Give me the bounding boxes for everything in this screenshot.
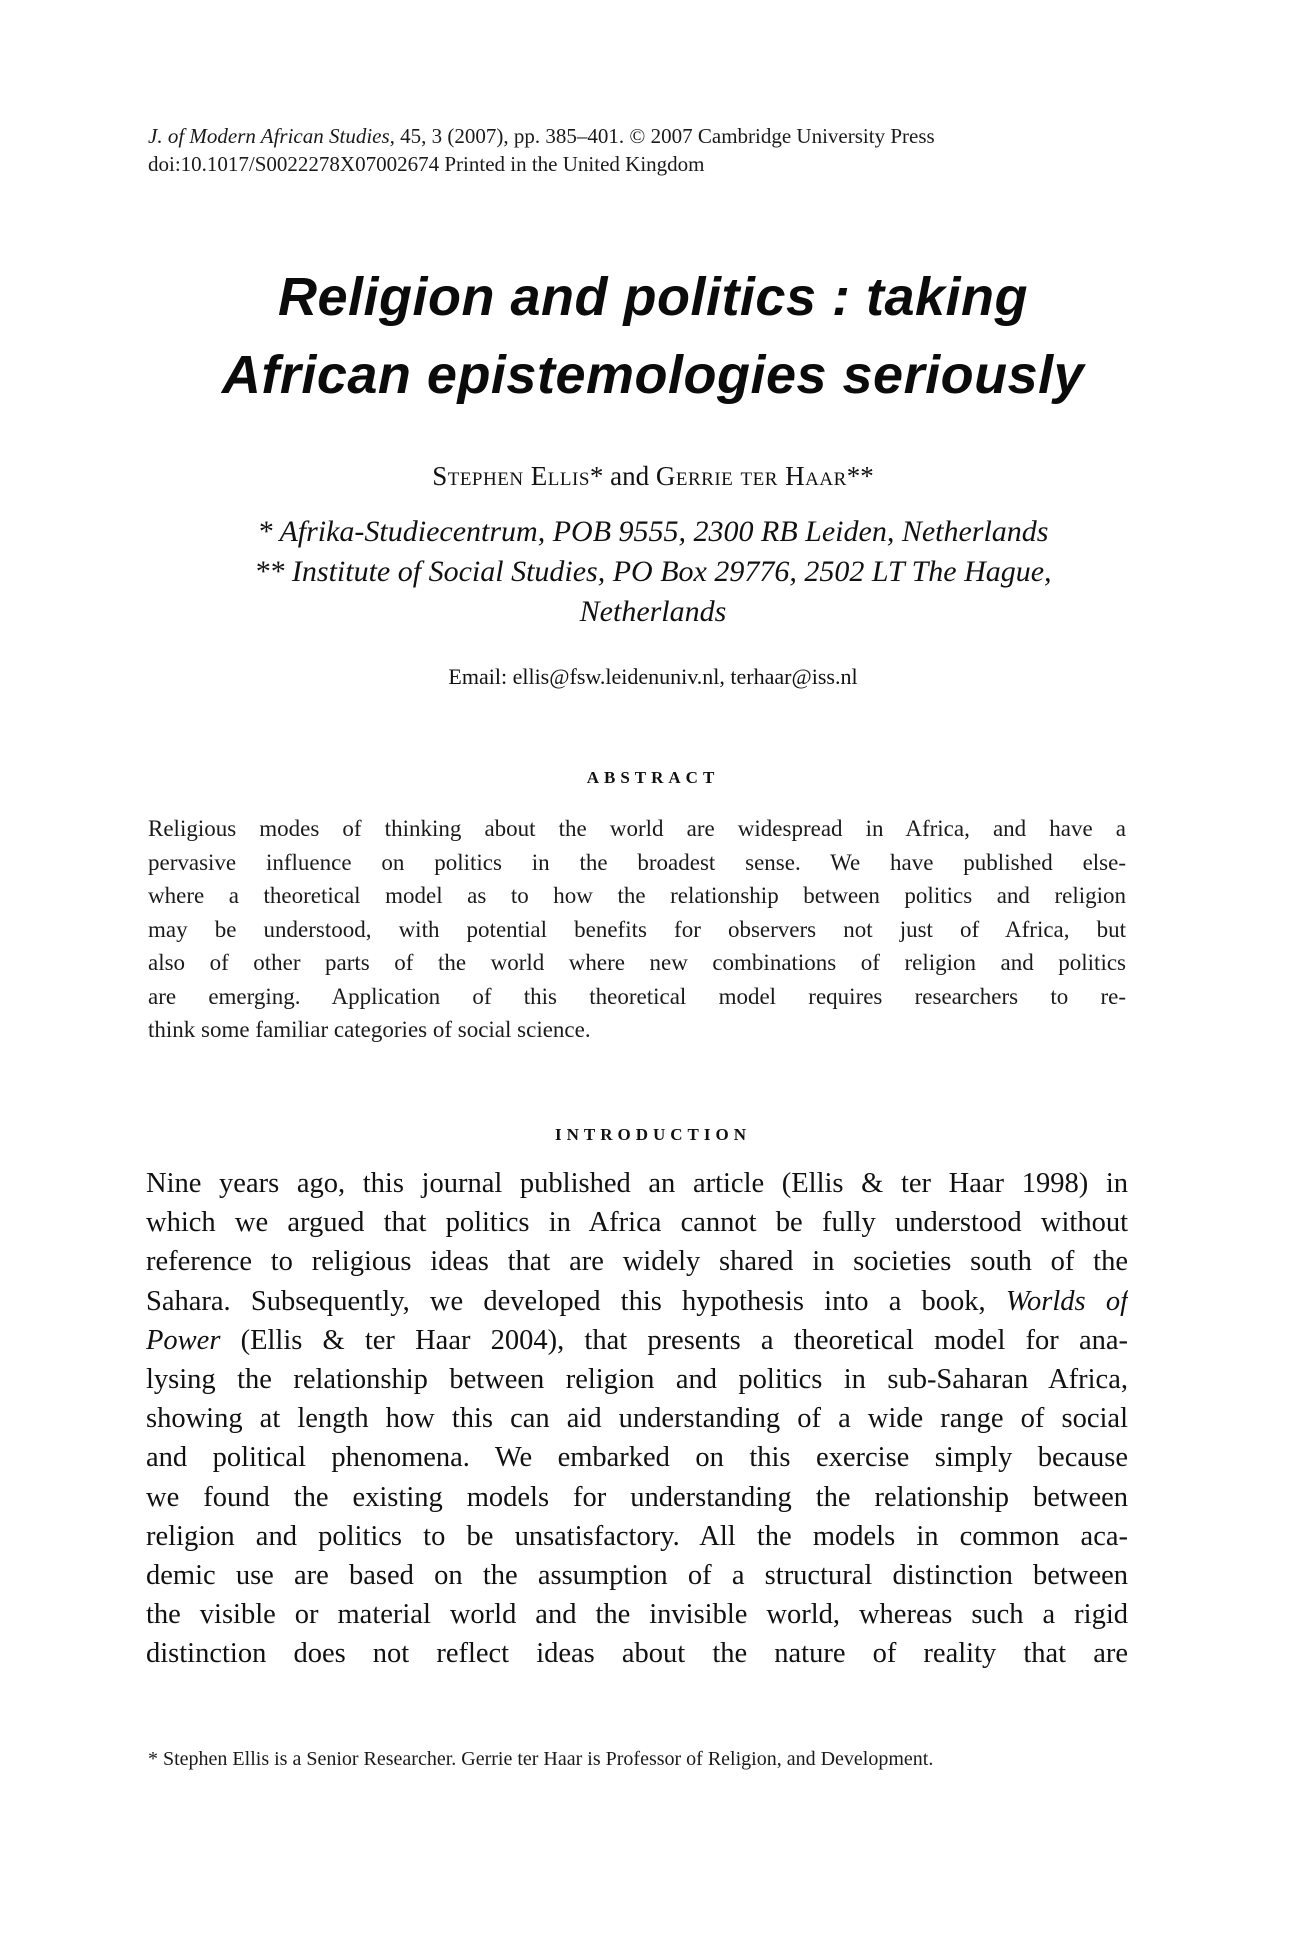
author-conjunction: and xyxy=(603,461,656,491)
abstract-line: Religious modes of thinking about the world are widespread in Africa, and have a xyxy=(148,816,1126,841)
article-title xyxy=(100,258,1206,414)
intro-line: religion and politics to be unsatisfactory. All the models in common aca- xyxy=(146,1520,1128,1552)
abstract-line: where a theoretical model as to how the relationship between politics and religion xyxy=(148,883,1126,908)
abstract-line: pervasive influence on politics in the broadest sense. We have published else- xyxy=(148,849,1126,875)
footnote: * Stephen Ellis is a Senior Researcher. Gerrie ter Haar is Professor of Religion, and Development. xyxy=(148,1748,934,1770)
journal-citation xyxy=(148,122,1068,178)
introduction-body xyxy=(146,1164,1128,1674)
title-line-2: African epistemologies seriously xyxy=(221,345,1085,405)
abstract-line: are emerging. Application of this theoretical model requires researchers to re- xyxy=(148,983,1126,1009)
intro-line: demic use are based on the assumption of a structural distinction between xyxy=(146,1560,1128,1592)
intro-line: the visible or material world and the invisible world, whereas such a rigid xyxy=(146,1599,1128,1631)
book-title-italic: Power xyxy=(146,1324,221,1356)
intro-line: distinction does not reflect ideas about the nature of reality that are xyxy=(146,1638,1128,1670)
citation-details: 45, 3 (2007), pp. 385–401. © 2007 Cambridge University Press xyxy=(394,124,935,148)
abstract-line: think some familiar categories of social science. xyxy=(148,1017,591,1042)
intro-line: Nine years ago, this journal published an article (Ellis & ter Haar 1998) in xyxy=(146,1168,1128,1199)
contact-email: Email: ellis@fsw.leidenuniv.nl, terhaar@iss.nl xyxy=(448,664,858,689)
intro-line: which we argued that politics in Africa cannot be fully understood without xyxy=(146,1207,1128,1239)
author-list xyxy=(100,458,1206,494)
citation-line-1 xyxy=(148,122,1068,150)
affiliations xyxy=(160,512,1146,632)
author-2-mark: ** xyxy=(846,461,874,491)
abstract-line: may be understood, with potential benefits for observers not just of Africa, but xyxy=(148,916,1126,942)
intro-line: lysing the relationship between religion and politics in sub-Saharan Africa, xyxy=(146,1364,1128,1396)
intro-text: Sahara. Subsequently, we developed this hypothesis into a book, xyxy=(146,1285,1006,1317)
intro-line: showing at length how this can aid understanding of a wide range of social xyxy=(146,1403,1128,1435)
intro-line: and political phenomena. We embarked on this exercise simply because xyxy=(146,1442,1128,1474)
intro-line xyxy=(146,1321,1128,1360)
citation-line-2: doi:10.1017/S0022278X07002674 Printed in the United Kingdom xyxy=(148,152,705,176)
author-1-mark: * xyxy=(589,461,604,491)
introduction-heading: INTRODUCTION xyxy=(554,1125,752,1144)
title-line-1: Religion and politics : taking xyxy=(277,267,1029,327)
book-title-italic: Worlds of xyxy=(1005,1285,1128,1317)
intro-line xyxy=(146,1282,1128,1321)
intro-text: (Ellis & ter Haar 2004), that presents a theoretical model for ana- xyxy=(220,1324,1128,1356)
author-2-name: Gerrie ter Haar xyxy=(655,461,847,491)
journal-name: J. of Modern African Studies, xyxy=(148,124,395,148)
intro-line: we found the existing models for understanding the relationship between xyxy=(146,1481,1128,1513)
affiliation-line-2: ** Institute of Social Studies, PO Box 29776, 2502 LT The Hague, xyxy=(254,555,1052,588)
abstract-body xyxy=(148,812,1126,1047)
intro-line: reference to religious ideas that are widely shared in societies south of the xyxy=(146,1246,1128,1278)
affiliation-line-1: * Afrika-Studiecentrum, POB 9555, 2300 RB Leiden, Netherlands xyxy=(257,515,1049,548)
affiliation-line-3: Netherlands xyxy=(579,595,727,628)
author-1-name: Stephen Ellis xyxy=(432,461,590,491)
abstract-heading: ABSTRACT xyxy=(586,768,720,787)
abstract-line: also of other parts of the world where new combinations of religion and politics xyxy=(148,950,1126,975)
